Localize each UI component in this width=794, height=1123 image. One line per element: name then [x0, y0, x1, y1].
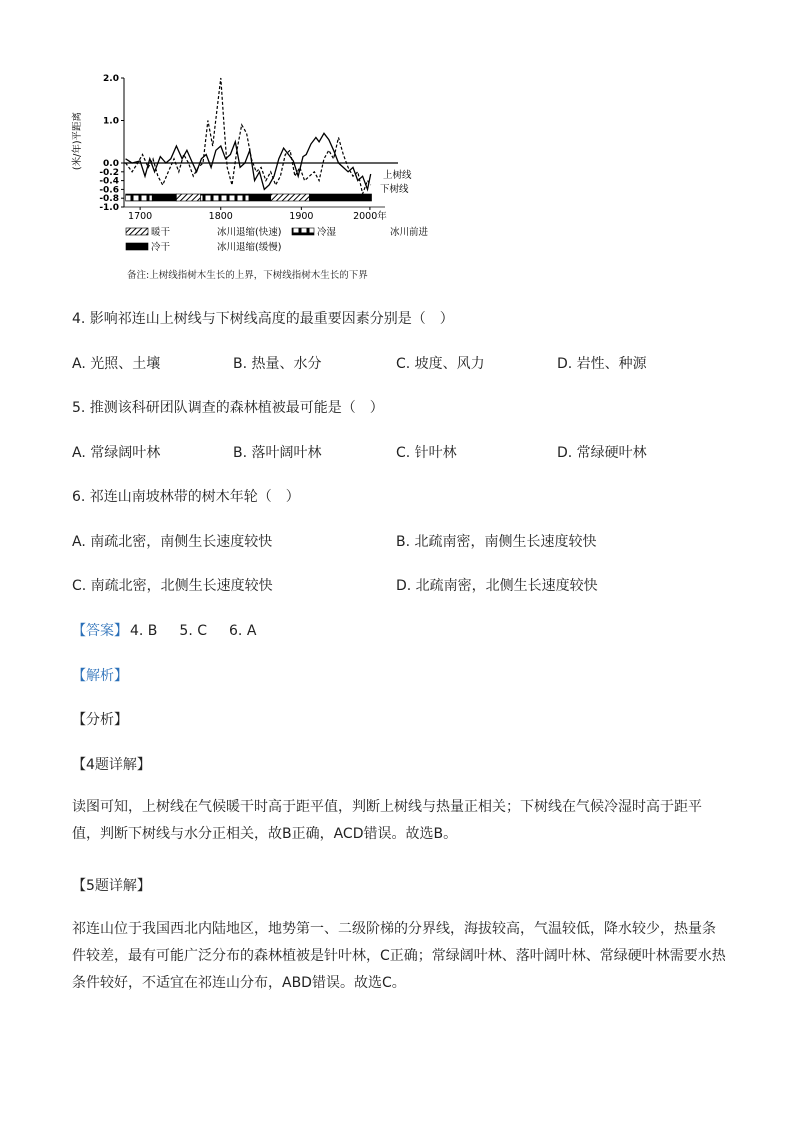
x-tick-label: 1800	[208, 211, 233, 222]
q5-option-c: C. 针叶林	[396, 445, 457, 461]
climate-bar-segment	[152, 194, 176, 201]
y-tick-label: -0.2	[99, 167, 119, 178]
legend-label-cold-wet: 冷湿	[317, 227, 337, 238]
line-label-lower: 下树线	[380, 184, 409, 195]
legend-desc-cold-dry: 冰川退缩(缓慢)	[217, 242, 282, 253]
question-5: 5. 推测该科研团队调查的森林植被最可能是（ ）	[72, 400, 384, 416]
tree-line-chart	[60, 66, 429, 291]
chart-note: 备注:上树线指树木生长的上界，下树线指树木生长的下界	[127, 270, 368, 281]
y-tick-label: -0.6	[99, 185, 119, 196]
q6-option-c: C. 南疏北密，北侧生长速度较快	[72, 578, 273, 594]
detail-4-label: 【4题详解】	[72, 757, 151, 773]
y-tick-label: 1.0	[103, 116, 119, 127]
q6-option-b: B. 北疏南密，南侧生长速度较快	[396, 534, 597, 550]
detail-5-text	[72, 916, 728, 997]
series-line-upper	[126, 133, 371, 189]
chart-svg	[60, 66, 429, 291]
y-tick-label: 2.0	[103, 74, 119, 84]
q4-option-d: D. 岩性、种源	[557, 356, 647, 372]
legend-desc-warm-dry: 冰川退缩(快速)	[217, 227, 282, 238]
q5-option-a: A. 常绿阔叶林	[72, 445, 161, 461]
fenxi-label: 【分析】	[72, 712, 128, 728]
answer-5: 5. C	[179, 623, 208, 639]
legend-swatch-warm-dry	[126, 228, 148, 235]
q6-option-a: A. 南疏北密，南侧生长速度较快	[72, 534, 273, 550]
q4-option-b: B. 热量、水分	[233, 356, 322, 372]
y-axis-label: (米/年)平距离	[72, 111, 83, 171]
series-line-lower	[126, 78, 371, 194]
answer-label: 【答案】	[72, 623, 128, 639]
y-tick-label: -0.8	[99, 194, 119, 205]
detail-4-text	[72, 794, 728, 848]
y-tick-label: 0.0	[103, 159, 119, 169]
climate-bar-segment	[271, 194, 310, 201]
question-6: 6. 祁连山南坡林带的树木年轮（ ）	[72, 489, 300, 505]
legend-label-warm-dry: 暖干	[151, 227, 171, 238]
q5-option-b: B. 落叶阔叶林	[233, 445, 322, 461]
legend-swatch-cold-dry	[126, 243, 148, 250]
answer-6: 6. A	[229, 623, 257, 639]
q6-option-d: D. 北疏南密，北侧生长速度较快	[396, 578, 598, 594]
q5-option-d: D. 常绿硬叶林	[557, 445, 647, 461]
line-label-upper: 上树线	[383, 170, 412, 181]
analysis-label: 【解析】	[72, 668, 128, 684]
x-tick-label: 1700	[128, 211, 153, 222]
answer-line	[72, 621, 278, 641]
climate-bar-segment	[201, 194, 249, 201]
y-tick-label: -1.0	[99, 203, 119, 213]
legend-swatch-cold-wet	[292, 228, 314, 235]
climate-bar-segment	[309, 194, 371, 201]
legend-desc-cold-wet: 冰川前进	[390, 227, 429, 238]
question-4: 4. 影响祁连山上树线与下树线高度的最重要因素分别是（ ）	[72, 311, 454, 327]
climate-bar-segment	[176, 194, 200, 201]
q4-option-a: A. 光照、土壤	[72, 356, 161, 372]
climate-bar-segment	[249, 194, 271, 201]
detail-4-paragraph: 读图可知，上树线在气候暖干时高于距平值，判断上树线与热量正相关；下树线在气候冷湿时高于距平值，判断下树线与水分正相关，故B正确，ACD错误。故选B。	[72, 799, 702, 842]
x-tick-label: 2000年	[353, 211, 387, 222]
legend-label-cold-dry: 冷干	[151, 242, 171, 253]
climate-bar-segment	[126, 194, 153, 201]
x-tick-label: 1900	[289, 211, 314, 222]
detail-5-paragraph: 祁连山位于我国西北内陆地区，地势第一、二级阶梯的分界线，海拔较高，气温较低，降水较少，热量条件较差，最有可能广泛分布的森林植被是针叶林，C正确；常绿阔叶林、落叶阔叶林、常绿硬叶林需要水热条件较好，不适宜在祁连山分布，ABD错误。故选C。	[72, 921, 726, 991]
answer-4: 4. B	[130, 623, 158, 639]
q4-option-c: C. 坡度、风力	[396, 356, 485, 372]
detail-5-label: 【5题详解】	[72, 878, 151, 894]
y-tick-label: -0.4	[99, 176, 119, 187]
